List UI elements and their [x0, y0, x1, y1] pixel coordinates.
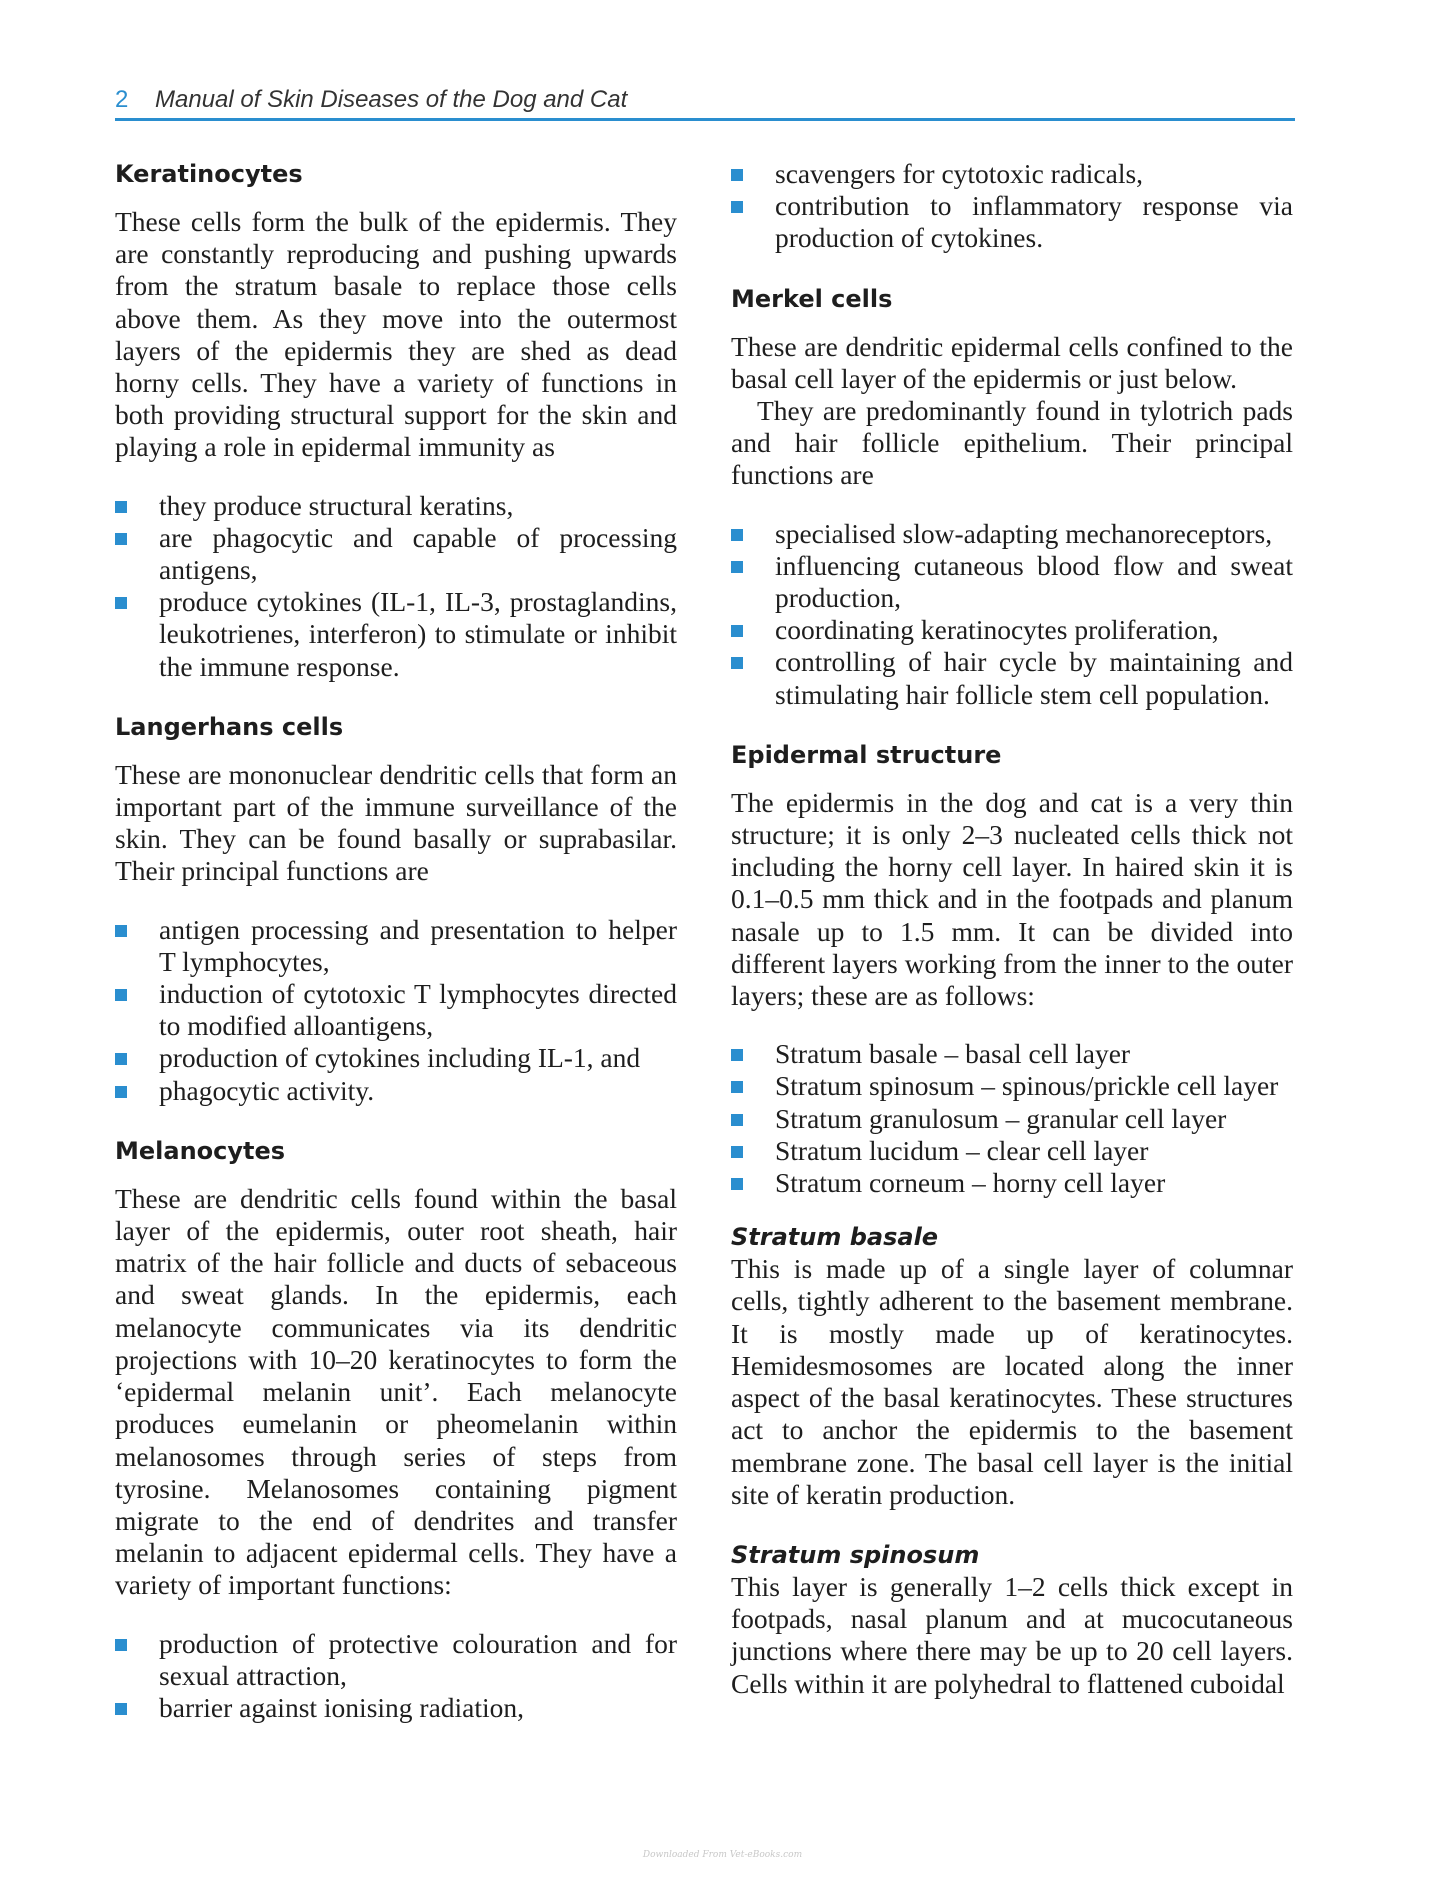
list-item: phagocytic activity.: [115, 1075, 677, 1107]
section-heading-melanocytes: Melanocytes: [115, 1136, 286, 1165]
bullet-square-icon: [115, 597, 127, 609]
section-heading-merkel: Merkel cells: [731, 284, 893, 313]
melanocytes-paragraph: These are dendritic cells found within the basal layer of the epidermis, outer root sheath, hair matrix of the hair follicle and ducts of sebaceous and sweat glands. In the epidermis, each melanocyte communicates via its dendritic projections with 10–20 keratinocytes to form the ‘epidermal melanin unit’. Each melanocyte produces eumelanin or pheomelanin within melanosomes through series of steps from tyrosine. Melanosomes containing pigment migrate to the end of dendrites and transfer melanin to adjacent epidermal cells. They have a variety of important functions:: [115, 1182, 677, 1601]
bullet-square-icon: [115, 533, 127, 545]
section-heading-keratinocytes: Keratinocytes: [115, 160, 303, 188]
right-column: [731, 158, 1293, 1700]
list-item: produce cytokines (IL-1, IL-3, prostaglandins, leukotrienes, interferon) to stimulate or inhibit the immune response.: [115, 586, 677, 683]
bullet-square-icon: [731, 1146, 743, 1158]
bullet-square-icon: [731, 561, 743, 573]
list-item: Stratum lucidum – clear cell layer: [731, 1135, 1293, 1167]
bullet-square-icon: [731, 625, 743, 637]
page-number: 2: [115, 86, 129, 113]
running-header: [115, 84, 1295, 121]
bullet-square-icon: [731, 201, 743, 213]
stratum-basale-paragraph: This is made up of a single layer of columnar cells, tightly adherent to the basement membrane. It is mostly made up of keratinocytes. Hemidesmosomes are located along the inner aspect of the basal keratinocytes. These structures act to anchor the epidermis to the basement membrane zone. The basal cell layer is the initial site of keratin production.: [731, 1253, 1293, 1510]
langerhans-paragraph: These are mononuclear dendritic cells that form an important part of the immune surveillance of the skin. They can be found basally or suprabasilar. Their principal functions are: [115, 758, 677, 887]
left-column: [115, 158, 677, 1724]
bullet-square-icon: [115, 1053, 127, 1065]
section-heading-epidermal-structure: Epidermal structure: [731, 740, 1002, 769]
merkel-paragraph-1: These are dendritic epidermal cells confined to the basal cell layer of the epidermis or just below.: [731, 330, 1293, 394]
bullet-square-icon: [731, 1114, 743, 1126]
list-item: are phagocytic and capable of processing antigens,: [115, 522, 677, 586]
list-item: influencing cutaneous blood flow and sweat production,: [731, 550, 1293, 614]
langerhans-bullet-list: [115, 914, 677, 1107]
keratinocytes-paragraph: These cells form the bulk of the epidermis. They are constantly reproducing and pushing upwards from the stratum basale to replace those cells above them. As they move into the outermost layers of the epidermis they are shed as dead horny cells. They have a variety of functions in both providing structural support for the skin and playing a role in epidermal immunity as: [115, 206, 677, 463]
bullet-square-icon: [115, 1703, 127, 1715]
bullet-square-icon: [731, 1178, 743, 1190]
list-item: contribution to inflammatory response via production of cytokines.: [731, 190, 1293, 254]
list-item: Stratum spinosum – spinous/prickle cell layer: [731, 1070, 1293, 1102]
bullet-square-icon: [731, 529, 743, 541]
bullet-square-icon: [115, 1086, 127, 1098]
bullet-square-icon: [731, 1081, 743, 1093]
subsection-heading-stratum-basale: Stratum basale: [731, 1223, 939, 1252]
book-title: Manual of Skin Diseases of the Dog and Cat: [155, 86, 628, 113]
merkel-bullet-list: [731, 518, 1293, 711]
download-watermark: Downloaded From Vet-eBooks.com: [642, 1850, 803, 1860]
list-item: Stratum basale – basal cell layer: [731, 1038, 1293, 1070]
list-item: Stratum corneum – horny cell layer: [731, 1167, 1293, 1199]
subsection-heading-stratum-spinosum: Stratum spinosum: [731, 1540, 980, 1569]
epidermal-structure-paragraph: The epidermis in the dog and cat is a very thin structure; it is only 2–3 nucleated cells thick not including the horny cell layer. In haired skin it is 0.1–0.5 mm thick and in the footpads and planum nasale up to 1.5 mm. It can be divided into different layers working from the inner to the outer layers; these are as follows:: [731, 786, 1293, 1012]
list-item: controlling of hair cycle by maintaining and stimulating hair follicle stem cell population.: [731, 646, 1293, 710]
merkel-paragraph-2: They are predominantly found in tylotrich pads and hair follicle epithelium. Their principal functions are: [731, 395, 1293, 491]
list-item: production of cytokines including IL-1, and: [115, 1042, 677, 1074]
list-item: production of protective colouration and for sexual attraction,: [115, 1628, 677, 1692]
bullet-square-icon: [731, 657, 743, 669]
keratinocytes-bullet-list: [115, 490, 677, 683]
bullet-square-icon: [115, 501, 127, 513]
list-item: antigen processing and presentation to helper T lymphocytes,: [115, 914, 677, 978]
melanocytes-continued-bullet-list: [731, 158, 1293, 255]
list-item: they produce structural keratins,: [115, 490, 677, 522]
stratum-spinosum-paragraph: This layer is generally 1–2 cells thick except in footpads, nasal planum and at mucocutaneous junctions where there may be up to 20 cell layers. Cells within it are polyhedral to flattened cuboidal: [731, 1570, 1293, 1699]
list-item: induction of cytotoxic T lymphocytes directed to modified alloantigens,: [115, 978, 677, 1042]
melanocytes-bullet-list: [115, 1628, 677, 1725]
list-item: coordinating keratinocytes proliferation,: [731, 614, 1293, 646]
bullet-square-icon: [115, 925, 127, 937]
bullet-square-icon: [731, 1049, 743, 1061]
bullet-square-icon: [115, 1639, 127, 1651]
bullet-square-icon: [115, 989, 127, 1001]
list-item: specialised slow-adapting mechanoreceptors,: [731, 518, 1293, 550]
list-item: Stratum granulosum – granular cell layer: [731, 1103, 1293, 1135]
bullet-square-icon: [731, 169, 743, 181]
epidermal-layers-bullet-list: [731, 1038, 1293, 1199]
list-item: barrier against ionising radiation,: [115, 1692, 677, 1724]
section-heading-langerhans: Langerhans cells: [115, 712, 344, 741]
list-item: scavengers for cytotoxic radicals,: [731, 158, 1293, 190]
